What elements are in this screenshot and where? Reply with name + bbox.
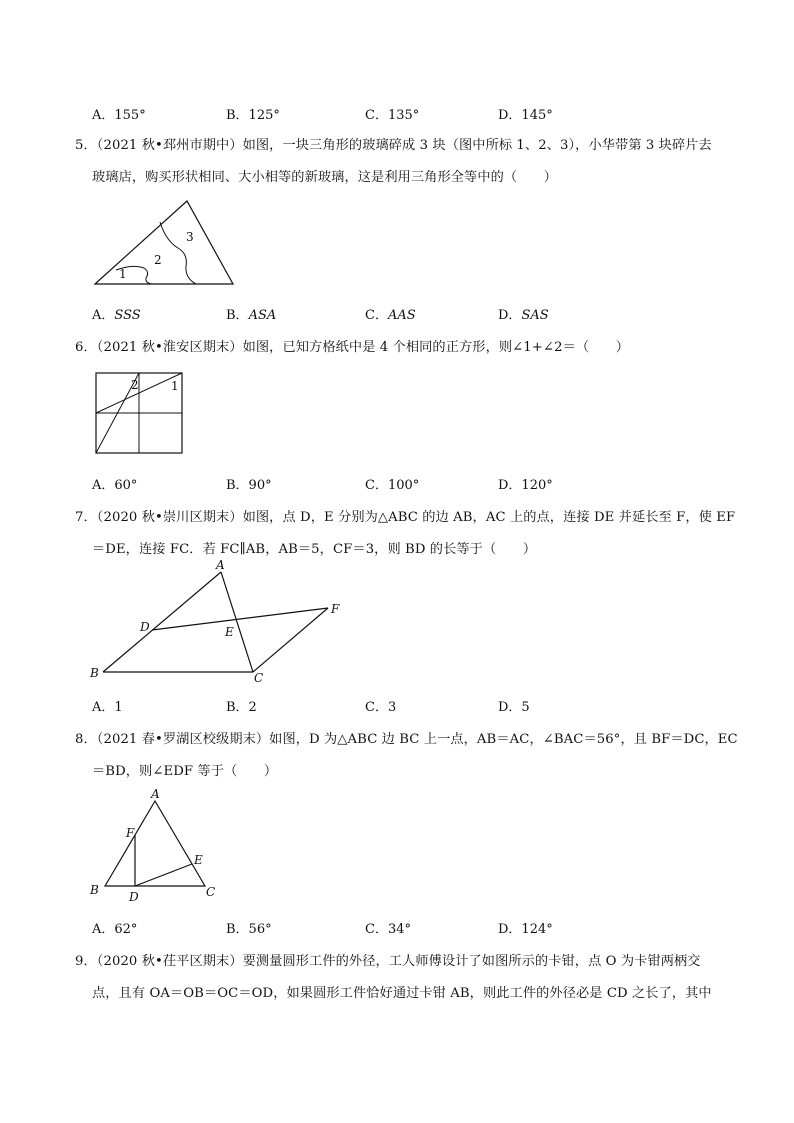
q7-label-e: E <box>225 625 234 639</box>
q7-segment-ac <box>221 572 253 672</box>
q5-option-a[interactable] <box>92 304 141 323</box>
q5-piece-label-1: 1 <box>119 267 127 281</box>
q4-option-a[interactable]: A．155° <box>92 108 146 123</box>
q7-figure <box>88 560 348 685</box>
q9-stem-line1: 9．（2020 秋•茌平区期末）要测量圆形工件的外径，工人师傅设计了如图所示的卡钳，点 O 为卡钳两柄交 <box>75 954 701 969</box>
q8-option-a[interactable]: A．62° <box>92 922 138 937</box>
q4-option-d[interactable]: D．145° <box>498 108 553 123</box>
q7-figure-svg <box>88 560 348 685</box>
q6-figure-grid <box>95 372 185 456</box>
q4-option-c[interactable]: C．135° <box>365 108 420 123</box>
q8-figure-svg <box>88 786 228 904</box>
q7-label-f: F <box>331 602 340 616</box>
q6-options <box>92 474 692 492</box>
q7-segment-fc <box>253 608 328 672</box>
q4-option-b[interactable]: B．125° <box>226 108 280 123</box>
q6-option-d[interactable]: D．120° <box>498 478 553 493</box>
q7-option-c[interactable]: C．3 <box>365 700 397 715</box>
q6-stem-line1: 6．（2021 秋•淮安区期末）如图，已知方格纸中是 4 个相同的正方形，则∠1+∠2＝（ ） <box>75 340 630 355</box>
q5-option-b-text: ASA <box>248 308 277 323</box>
q7-stem-line1: 7．（2020 秋•崇川区期末）如图，点 D，E 分别为△ABC 的边 AB，AC 上的点，连接 DE 并延长至 F，使 EF <box>75 510 736 525</box>
q8-label-b: B <box>90 883 99 897</box>
q8-segment-de <box>135 864 192 886</box>
q6-angle-label-2: 2 <box>131 378 139 392</box>
q5-figure-broken-glass <box>90 196 240 288</box>
q5-piece-label-3: 3 <box>186 230 194 244</box>
q5-option-b[interactable] <box>226 304 276 323</box>
q6-option-a[interactable]: A．60° <box>92 478 138 493</box>
q7-option-d[interactable]: D．5 <box>498 700 530 715</box>
q8-label-f: F <box>126 826 135 840</box>
q8-stem-line2: ＝BD，则∠EDF 等于（ ） <box>92 764 278 779</box>
q8-label-d: D <box>129 890 139 904</box>
q7-option-a[interactable]: A．1 <box>92 700 123 715</box>
q5-option-a-letter: A． <box>92 308 115 323</box>
q6-option-b[interactable]: B．90° <box>226 478 272 493</box>
q8-figure <box>88 786 228 904</box>
q8-option-b[interactable]: B．56° <box>226 922 272 937</box>
q5-option-b-letter: B． <box>226 308 249 323</box>
q5-figure-svg <box>90 196 240 288</box>
q7-label-d: D <box>140 620 150 634</box>
q8-label-c: C <box>206 885 216 899</box>
q7-stem-line2: ＝DE，连接 FC．若 FC∥AB，AB＝5，CF＝3，则 BD 的长等于（ ） <box>92 542 537 557</box>
q5-option-c-text: AAS <box>387 308 416 323</box>
q5-options <box>92 304 692 322</box>
q5-option-d-text: SAS <box>521 308 549 323</box>
q9-stem-line2: 点，且有 OA＝OB＝OC＝OD，如果圆形工件恰好通过卡钳 AB，则此工件的外径必是 CD 之长了，其中 <box>92 986 712 1001</box>
q5-piece-label-2: 2 <box>154 253 162 267</box>
q8-triangle-abc <box>105 801 205 886</box>
q5-option-a-text: SSS <box>114 308 141 323</box>
q5-option-c[interactable] <box>365 304 416 323</box>
q7-label-c: C <box>254 671 264 685</box>
q5-option-d[interactable] <box>498 304 549 323</box>
q5-stem-line2: 玻璃店，购买形状相同、大小相等的新玻璃，这是利用三角形全等中的（ ） <box>92 170 558 185</box>
q8-option-c[interactable]: C．34° <box>365 922 411 937</box>
q7-option-b[interactable]: B．2 <box>226 700 257 715</box>
q8-label-a: A <box>151 787 160 801</box>
q8-options <box>92 918 692 936</box>
q7-label-b: B <box>90 666 99 680</box>
q5-triangle-outline <box>95 201 233 284</box>
q5-stem-line1: 5．（2021 秋•邳州市期中）如图，一块三角形的玻璃碎成 3 块（图中所标 1、2、3），小华带第 3 块碎片去 <box>75 138 712 153</box>
q7-segment-ab <box>103 572 221 672</box>
q6-angle-label-1: 1 <box>171 379 179 393</box>
q6-figure-svg <box>95 372 185 456</box>
q8-stem-line1: 8．（2021 春•罗湖区校级期末）如图，D 为△ABC 边 BC 上一点，AB＝AC，∠BAC＝56°，且 BF＝DC，EC <box>75 732 738 747</box>
q4-options <box>92 104 692 122</box>
q5-option-d-letter: D． <box>498 308 522 323</box>
q8-label-e: E <box>194 853 203 867</box>
q7-label-a: A <box>216 558 225 572</box>
q7-segment-df <box>152 608 328 630</box>
q6-option-c[interactable]: C．100° <box>365 478 420 493</box>
q5-option-c-letter: C． <box>365 308 388 323</box>
q8-option-d[interactable]: D．124° <box>498 922 553 937</box>
q7-options <box>92 696 692 714</box>
